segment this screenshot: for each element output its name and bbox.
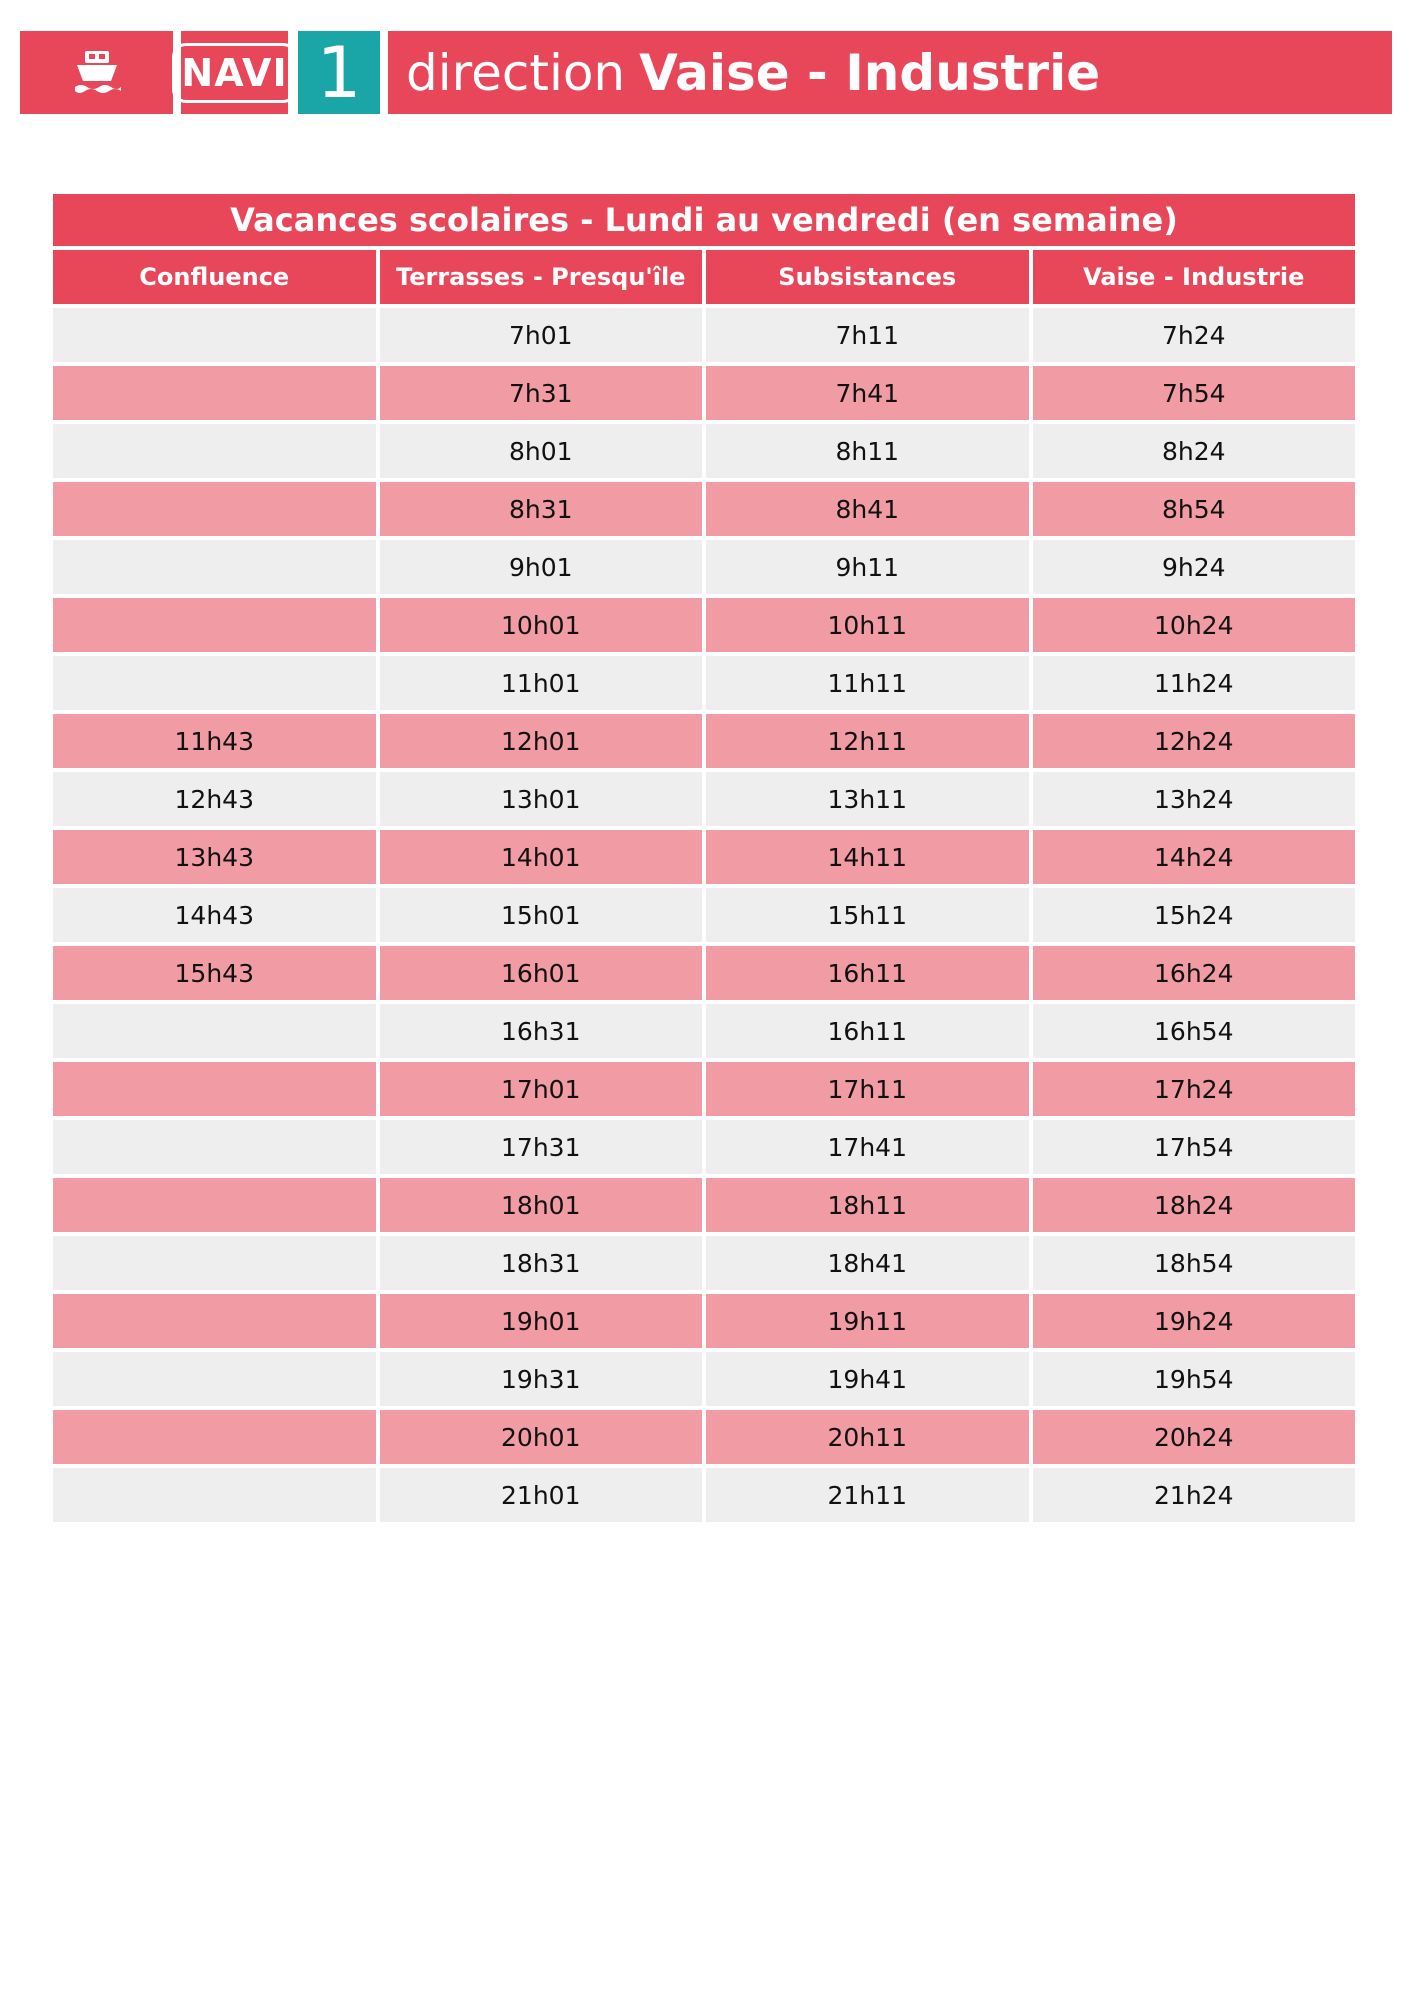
- table-row: [53, 1236, 1355, 1290]
- time-cell: [53, 1352, 376, 1406]
- time-cell: 9h11: [706, 540, 1029, 594]
- time-cell: 8h11: [706, 424, 1029, 478]
- time-cell: 19h24: [1033, 1294, 1356, 1348]
- table-row: [53, 1004, 1355, 1058]
- time-cell: 13h43: [53, 830, 376, 884]
- timetable: [49, 190, 1359, 1526]
- time-cell: 21h11: [706, 1468, 1029, 1522]
- time-cell: [53, 656, 376, 710]
- time-cell: 14h43: [53, 888, 376, 942]
- time-cell: 7h24: [1033, 308, 1356, 362]
- direction-label: direction: [406, 43, 626, 102]
- time-cell: 18h31: [380, 1236, 703, 1290]
- time-cell: 15h24: [1033, 888, 1356, 942]
- time-cell: [53, 540, 376, 594]
- time-cell: 14h24: [1033, 830, 1356, 884]
- time-cell: 20h11: [706, 1410, 1029, 1464]
- column-header: Vaise - Industrie: [1033, 250, 1356, 304]
- time-cell: 13h11: [706, 772, 1029, 826]
- page-header: [20, 31, 1392, 114]
- time-cell: 8h54: [1033, 482, 1356, 536]
- time-cell: 14h01: [380, 830, 703, 884]
- time-cell: 19h31: [380, 1352, 703, 1406]
- time-cell: 18h24: [1033, 1178, 1356, 1232]
- table-row: [53, 1294, 1355, 1348]
- time-cell: [53, 1178, 376, 1232]
- time-cell: 19h41: [706, 1352, 1029, 1406]
- time-cell: 17h31: [380, 1120, 703, 1174]
- boat-icon: [72, 49, 122, 97]
- time-cell: 10h24: [1033, 598, 1356, 652]
- time-cell: 8h24: [1033, 424, 1356, 478]
- time-cell: 20h01: [380, 1410, 703, 1464]
- table-row: [53, 598, 1355, 652]
- time-cell: 18h41: [706, 1236, 1029, 1290]
- time-cell: 12h11: [706, 714, 1029, 768]
- time-cell: 20h24: [1033, 1410, 1356, 1464]
- table-row: [53, 424, 1355, 478]
- time-cell: 11h11: [706, 656, 1029, 710]
- time-cell: 12h24: [1033, 714, 1356, 768]
- time-cell: 10h01: [380, 598, 703, 652]
- time-cell: 7h41: [706, 366, 1029, 420]
- time-cell: [53, 482, 376, 536]
- table-row: [53, 656, 1355, 710]
- time-cell: 7h54: [1033, 366, 1356, 420]
- time-cell: [53, 598, 376, 652]
- time-cell: [53, 1410, 376, 1464]
- table-row: [53, 1410, 1355, 1464]
- time-cell: 17h24: [1033, 1062, 1356, 1116]
- time-cell: 16h01: [380, 946, 703, 1000]
- time-cell: [53, 424, 376, 478]
- table-row: [53, 1062, 1355, 1116]
- time-cell: [53, 1468, 376, 1522]
- table-row: [53, 772, 1355, 826]
- time-cell: 17h11: [706, 1062, 1029, 1116]
- time-cell: 7h01: [380, 308, 703, 362]
- time-cell: 13h01: [380, 772, 703, 826]
- column-header: Terrasses - Presqu'île: [380, 250, 703, 304]
- time-cell: 19h54: [1033, 1352, 1356, 1406]
- table-row: [53, 946, 1355, 1000]
- table-row: [53, 540, 1355, 594]
- timetable-title: Vacances scolaires - Lundi au vendredi (en semaine): [53, 194, 1355, 246]
- time-cell: [53, 308, 376, 362]
- time-cell: 13h24: [1033, 772, 1356, 826]
- time-cell: 21h24: [1033, 1468, 1356, 1522]
- time-cell: 17h54: [1033, 1120, 1356, 1174]
- boat-badge: [20, 31, 173, 114]
- time-cell: [53, 1120, 376, 1174]
- line-number: 1: [316, 31, 362, 114]
- destination-label: Vaise - Industrie: [639, 43, 1101, 102]
- time-cell: 17h01: [380, 1062, 703, 1116]
- time-cell: 9h01: [380, 540, 703, 594]
- time-cell: 11h01: [380, 656, 703, 710]
- time-cell: 15h11: [706, 888, 1029, 942]
- time-cell: 19h11: [706, 1294, 1029, 1348]
- time-cell: [53, 1236, 376, 1290]
- time-cell: 16h11: [706, 946, 1029, 1000]
- time-cell: 16h54: [1033, 1004, 1356, 1058]
- column-header: Confluence: [53, 250, 376, 304]
- time-cell: 18h11: [706, 1178, 1029, 1232]
- column-header-row: [53, 250, 1355, 304]
- table-row: [53, 1352, 1355, 1406]
- time-cell: 18h01: [380, 1178, 703, 1232]
- time-cell: 16h24: [1033, 946, 1356, 1000]
- time-cell: 7h11: [706, 308, 1029, 362]
- navi-label: NAVI: [172, 43, 296, 103]
- time-cell: 9h24: [1033, 540, 1356, 594]
- time-cell: 10h11: [706, 598, 1029, 652]
- table-row: [53, 308, 1355, 362]
- time-cell: 16h31: [380, 1004, 703, 1058]
- time-cell: 17h41: [706, 1120, 1029, 1174]
- time-cell: 15h43: [53, 946, 376, 1000]
- time-cell: 8h41: [706, 482, 1029, 536]
- time-cell: [53, 1294, 376, 1348]
- time-cell: [53, 1062, 376, 1116]
- table-row: [53, 714, 1355, 768]
- time-cell: 15h01: [380, 888, 703, 942]
- navi-logo: [181, 31, 288, 114]
- time-cell: 11h43: [53, 714, 376, 768]
- time-cell: 11h24: [1033, 656, 1356, 710]
- column-header: Subsistances: [706, 250, 1029, 304]
- time-cell: 8h31: [380, 482, 703, 536]
- time-cell: [53, 1004, 376, 1058]
- time-cell: 19h01: [380, 1294, 703, 1348]
- table-row: [53, 366, 1355, 420]
- table-row: [53, 482, 1355, 536]
- time-cell: 12h43: [53, 772, 376, 826]
- time-cell: 18h54: [1033, 1236, 1356, 1290]
- time-cell: 12h01: [380, 714, 703, 768]
- direction-banner: [388, 31, 1392, 114]
- time-cell: 8h01: [380, 424, 703, 478]
- table-row: [53, 1178, 1355, 1232]
- table-row: [53, 1468, 1355, 1522]
- line-number-badge: [298, 31, 380, 114]
- table-row: [53, 888, 1355, 942]
- table-row: [53, 830, 1355, 884]
- table-row: [53, 1120, 1355, 1174]
- time-cell: 21h01: [380, 1468, 703, 1522]
- time-cell: 7h31: [380, 366, 703, 420]
- time-cell: [53, 366, 376, 420]
- time-cell: 16h11: [706, 1004, 1029, 1058]
- time-cell: 14h11: [706, 830, 1029, 884]
